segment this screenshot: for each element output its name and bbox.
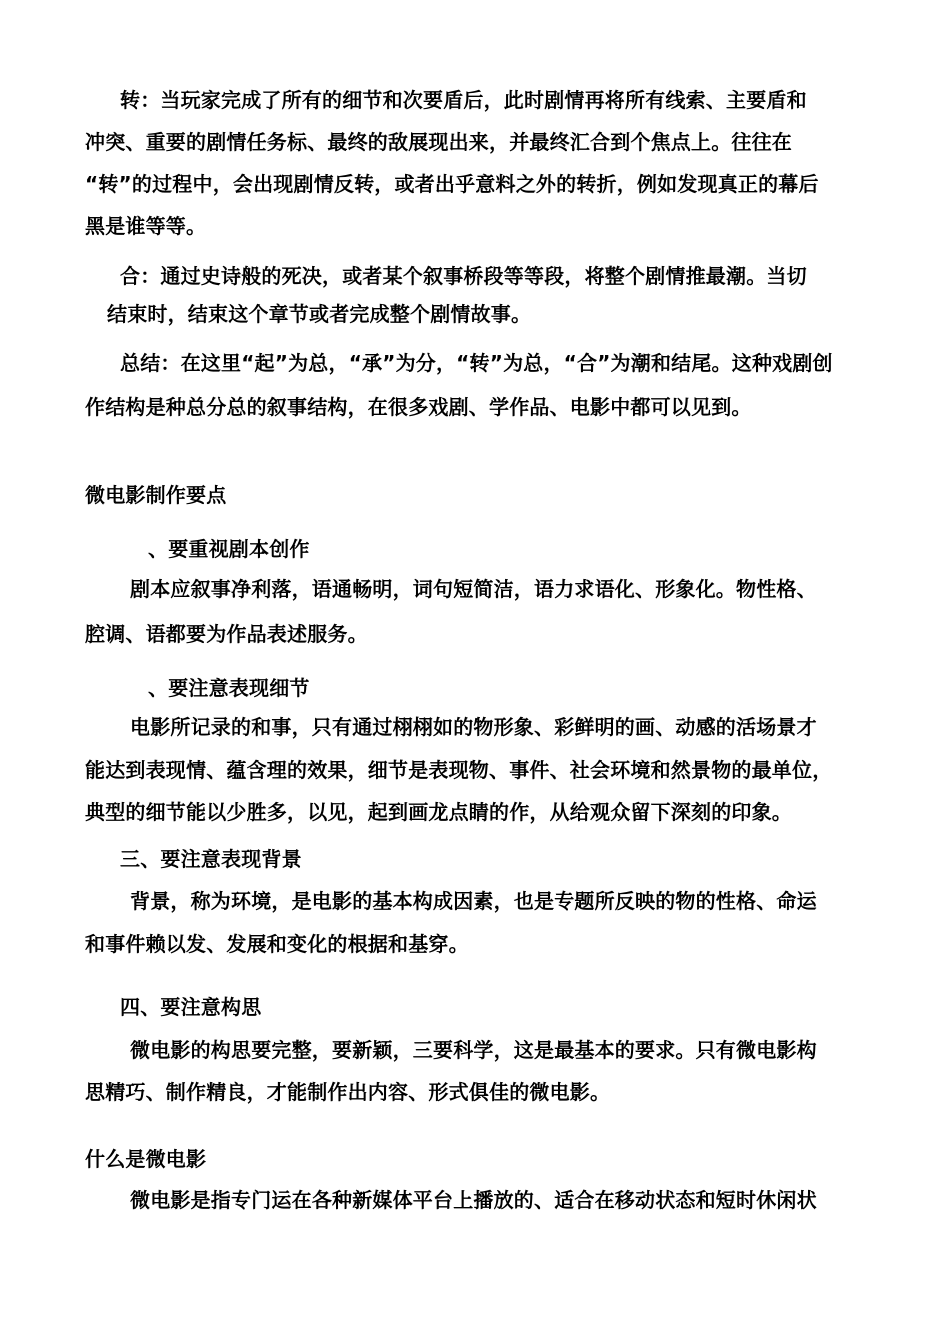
para-summary-line-2: 作结构是种总分总的叙事结构，在很多戏剧、学作品、电影中都可以见到。 xyxy=(85,395,752,419)
point2-body-line-3: 典型的细节能以少胜多，以见，起到画龙点睛的作，从给观众留下深刻的印象。 xyxy=(85,800,792,824)
para-summary-line-1: 总结：在这里“起”为总，“承”为分，“转”为总，“合”为潮和结尾。这种戏剧创 xyxy=(120,351,833,375)
point3-body-line-2: 和事件赖以发、发展和变化的根据和基穿。 xyxy=(85,932,469,956)
para-zhuan-line-2: 冲突、重要的剧情任务标、最终的敌展现出来，并最终汇合到个焦点上。往往在 xyxy=(85,130,792,154)
what-body-line-1: 微电影是指专门运在各种新媒体平台上播放的、适合在移动状态和短时休闲状 xyxy=(130,1188,817,1212)
section-title-points: 微电影制作要点 xyxy=(85,483,227,507)
para-zhuan-line-1: 转：当玩家完成了所有的细节和次要盾后，此时剧情再将所有线索、主要盾和 xyxy=(120,88,807,112)
point2-body-line-1: 电影所记录的和事，只有通过栩栩如的物形象、彩鲜明的画、动感的活场景才 xyxy=(130,715,817,739)
point1-body-line-1: 剧本应叙事净利落，语通畅明，词句短简洁，语力求语化、形象化。物性格、 xyxy=(130,577,817,601)
point2-body-line-2: 能达到表现情、蕴含理的效果，细节是表现物、事件、社会环境和然景物的最单位， xyxy=(85,758,833,782)
point2-title: 、要注意表现细节 xyxy=(148,676,310,700)
point1-title: 、要重视剧本创作 xyxy=(148,537,310,561)
point4-body-line-1: 微电影的构思要完整，要新颖，三要科学，这是最基本的要求。只有微电影构 xyxy=(130,1038,817,1062)
point3-title: 三、要注意表现背景 xyxy=(120,847,302,871)
para-he-line-1: 合：通过史诗般的死决，或者某个叙事桥段等等段，将整个剧情推最潮。当切 xyxy=(120,264,807,288)
section-title-what: 什么是微电影 xyxy=(85,1147,207,1171)
point4-title: 四、要注意构思 xyxy=(120,995,262,1019)
para-zhuan-line-4: 黑是谁等等。 xyxy=(85,214,207,238)
point1-body-line-2: 腔调、语都要为作品表述服务。 xyxy=(85,622,368,646)
para-zhuan-line-3: “转”的过程中，会出现剧情反转，或者出乎意料之外的转折，例如发现真正的幕后 xyxy=(85,172,819,196)
para-he-line-2: 结束时，结束这个章节或者完成整个剧情故事。 xyxy=(107,302,532,326)
point3-body-line-1: 背景，称为环境，是电影的基本构成因素，也是专题所反映的物的性格、命运 xyxy=(130,889,817,913)
point4-body-line-2: 思精巧、制作精良，才能制作出内容、形式俱佳的微电影。 xyxy=(85,1080,611,1104)
